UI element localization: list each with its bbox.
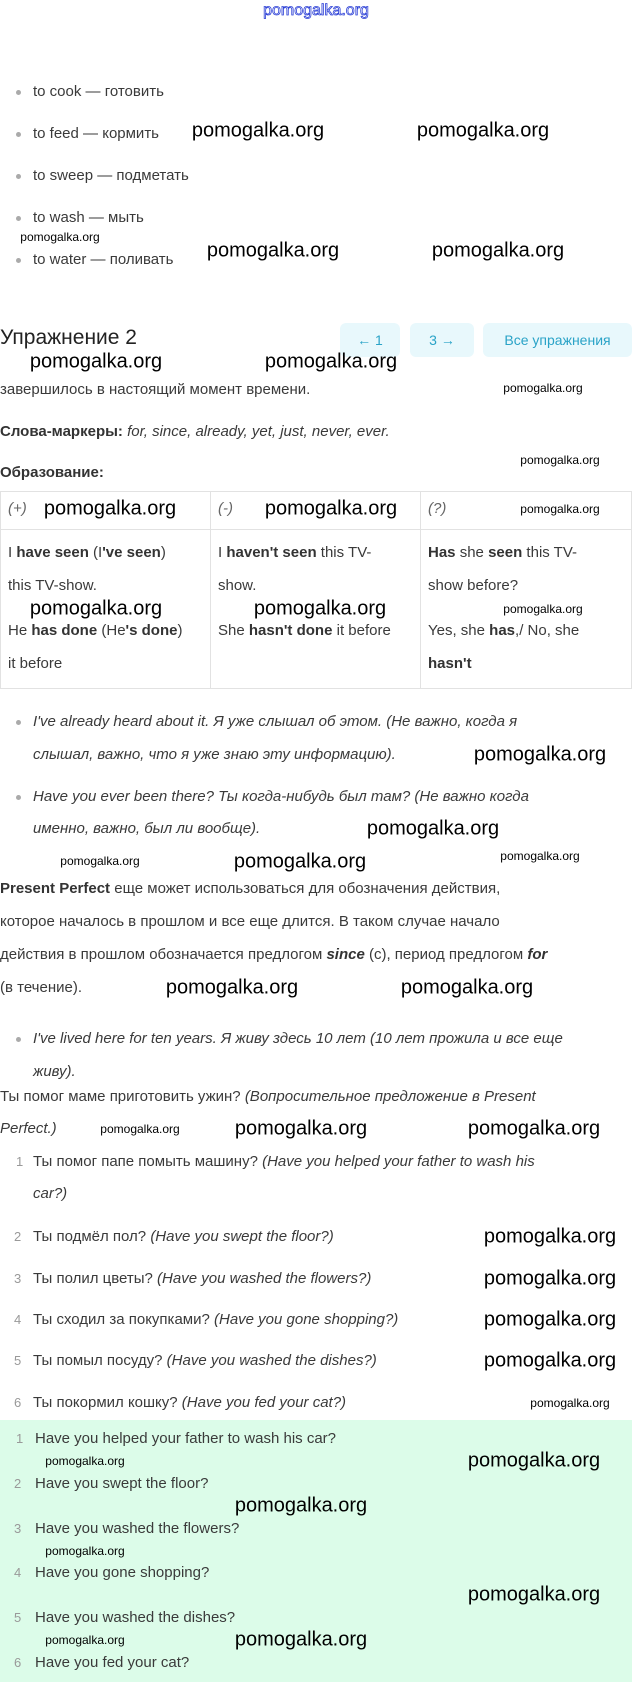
watermark: pomogalka.org <box>29 350 163 373</box>
text: (Have you washed the dishes?) <box>166 1352 377 1369</box>
watermark: pomogalka.org <box>29 597 163 620</box>
list-item <box>33 1269 371 1289</box>
watermark: pomogalka.org <box>530 1396 610 1410</box>
watermark: pomogalka.org <box>483 1308 617 1331</box>
cell-negative-line: show. <box>218 577 257 594</box>
text: которое началось в прошлом и все еще длится. В таком случае начало <box>0 913 500 930</box>
cell-positive-line <box>8 621 182 641</box>
formation-label <box>0 463 104 483</box>
cell-question-line <box>428 543 577 563</box>
text: (Have you washed the flowers?) <box>157 1270 372 1287</box>
watermark: pomogalka.org <box>45 1633 125 1647</box>
watermark: pomogalka.org <box>467 1583 601 1606</box>
example-line: слышал, важно, что я уже знаю эту информацию). <box>33 746 396 763</box>
watermark: pomogalka.org <box>234 1628 368 1651</box>
watermark: pomogalka.org <box>520 453 600 467</box>
table-divider <box>210 492 211 688</box>
watermark: pomogalka.org <box>234 1494 368 1517</box>
text: this TV- <box>522 544 578 561</box>
text-line <box>0 945 547 965</box>
vocab-item: to wash — мыть <box>33 209 144 226</box>
text: (Вопросительное предложение в Present <box>244 1088 536 1105</box>
markers-label: Слова-маркеры: <box>0 423 123 440</box>
text: 5 <box>14 1610 22 1625</box>
cell-question-line <box>428 621 579 641</box>
text: 2 <box>14 1476 22 1491</box>
header-negative: (-) <box>218 500 233 517</box>
text: действия в прошлом обозначается предлогом <box>0 946 327 963</box>
watermark: pomogalka.org <box>20 230 100 244</box>
intro-text: завершилось в настоящий момент времени. <box>0 381 311 398</box>
text: haven't seen <box>226 544 317 561</box>
table-divider <box>420 492 421 688</box>
list-item <box>33 1393 346 1413</box>
text: I <box>8 544 17 561</box>
vocab-item: to water — поливать <box>33 251 174 268</box>
watermark: pomogalka.org <box>234 1117 368 1140</box>
watermark: pomogalka.org <box>264 350 398 373</box>
watermark: pomogalka.org <box>264 497 398 520</box>
text: it before <box>332 622 391 639</box>
cell-question-line <box>428 654 472 674</box>
watermark: pomogalka.org <box>100 1122 180 1136</box>
text: 've seen <box>102 544 161 561</box>
list-item <box>33 1351 377 1371</box>
bullet-icon <box>16 795 21 800</box>
watermark: pomogalka.org <box>467 1449 601 1472</box>
watermark: pomogalka.org <box>45 1544 125 1558</box>
cell-positive-line: it before <box>8 655 63 672</box>
task-text <box>0 1087 536 1107</box>
text: Ты помыл посуду? <box>33 1352 167 1369</box>
watermark: pomogalka.org <box>483 1267 617 1290</box>
text: has <box>489 622 516 639</box>
text: еще может использоваться для обозначения действия, <box>110 880 501 897</box>
text: ) <box>177 622 183 639</box>
site-header[interactable]: pomogalka.org <box>263 2 369 19</box>
text: has done <box>31 622 98 639</box>
exercise-title: Упражнение 2 <box>0 326 137 349</box>
example-line: I've lived here for ten years. Я живу здесь 10 лет (10 лет прожила и все еще <box>33 1030 563 1047</box>
answer-item: Have you washed the flowers? <box>35 1520 240 1537</box>
text: (в течение). <box>0 979 83 996</box>
list-item <box>33 1227 334 1247</box>
example-line: Have you ever been there? Ты когда-нибудь был там? (Не важно когда <box>33 788 529 805</box>
answer-item: Have you fed your cat? <box>35 1654 190 1671</box>
watermark: pomogalka.org <box>500 849 580 863</box>
watermark: pomogalka.org <box>60 854 140 868</box>
prev-exercise-button[interactable]: ← 1 <box>340 323 400 357</box>
text: He <box>8 622 32 639</box>
vocab-item: to sweep — подметать <box>33 167 189 184</box>
text: (с), период предлогом <box>364 946 528 963</box>
bullet-icon <box>16 1037 21 1042</box>
watermark: pomogalka.org <box>253 597 387 620</box>
watermark: pomogalka.org <box>483 1225 617 1248</box>
text: Ты полил цветы? <box>33 1270 158 1287</box>
text: have seen <box>16 544 89 561</box>
text: (Have you gone shopping?) <box>214 1311 399 1328</box>
table-divider <box>1 529 631 530</box>
text: Ты покормил кошку? <box>33 1394 182 1411</box>
text: (Have you helped your father to wash his <box>262 1153 535 1170</box>
text: I <box>218 544 227 561</box>
text: hasn't <box>428 655 472 672</box>
watermark: pomogalka.org <box>191 119 325 142</box>
example-line: I've already heard about it. Я уже слышал об этом. (Не важно, когда я <box>33 713 518 730</box>
watermark: pomogalka.org <box>431 239 565 262</box>
cell-positive-line <box>8 543 166 563</box>
text: 6 <box>14 1655 22 1670</box>
watermark: pomogalka.org <box>206 239 340 262</box>
text: Ты помог папе помыть машину? <box>33 1153 263 1170</box>
list-item <box>33 1310 398 1330</box>
answer-item: Have you helped your father to wash his car? <box>35 1430 337 1447</box>
text: 1 <box>16 1154 24 1169</box>
cell-positive-line: this TV-show. <box>8 577 97 594</box>
formation-label-text: Образование: <box>0 464 104 481</box>
text: 4 <box>14 1312 22 1327</box>
text: ) <box>160 544 166 561</box>
bullet-icon <box>16 132 21 137</box>
vocab-item: to cook — готовить <box>33 83 164 100</box>
watermark: pomogalka.org <box>416 119 550 142</box>
markers-line <box>0 422 390 442</box>
list-item <box>33 1152 535 1172</box>
watermark: pomogalka.org <box>520 502 600 516</box>
watermark: pomogalka.org <box>45 1454 125 1468</box>
text: 5 <box>14 1353 22 1368</box>
text: Ты сходил за покупками? <box>33 1311 214 1328</box>
text: ,/ No, she <box>515 622 580 639</box>
text: 1 <box>16 1431 24 1446</box>
text: 4 <box>14 1565 22 1580</box>
text: Present Perfect <box>0 880 111 897</box>
watermark: pomogalka.org <box>233 850 367 873</box>
text: 's done <box>125 622 178 639</box>
text: She <box>218 622 249 639</box>
watermark: pomogalka.org <box>165 976 299 999</box>
watermark: pomogalka.org <box>366 817 500 840</box>
text: she <box>455 544 489 561</box>
text: (I <box>88 544 103 561</box>
text: car?) <box>33 1185 68 1202</box>
watermark: pomogalka.org <box>400 976 534 999</box>
text: 3 <box>14 1521 22 1536</box>
cell-question-line: show before? <box>428 577 519 594</box>
markers-value: for, since, already, yet, just, never, ever. <box>122 423 390 440</box>
text: (Have you swept the floor?) <box>150 1228 334 1245</box>
vocab-item: to feed — кормить <box>33 125 159 142</box>
bullet-icon <box>16 258 21 263</box>
text: 3 <box>14 1271 22 1286</box>
next-exercise-button[interactable]: 3 → <box>410 323 474 357</box>
text: Has <box>428 544 456 561</box>
text: for <box>527 946 548 963</box>
text: hasn't done <box>248 622 333 639</box>
watermark: pomogalka.org <box>467 1117 601 1140</box>
text: Ты подмёл пол? <box>33 1228 151 1245</box>
text-line <box>0 879 500 899</box>
header-question: (?) <box>428 500 447 517</box>
cell-negative-line <box>218 543 371 563</box>
watermark: pomogalka.org <box>483 1349 617 1372</box>
answer-item: Have you washed the dishes? <box>35 1609 236 1626</box>
example-line: именно, важно, был ли вообще). <box>33 820 261 837</box>
text: 6 <box>14 1395 22 1410</box>
text: Ты помог маме приготовить ужин? <box>0 1088 245 1105</box>
bullet-icon <box>16 216 21 221</box>
all-exercises-button[interactable]: Все упражнения <box>483 323 632 357</box>
bullet-icon <box>16 90 21 95</box>
answer-item: Have you gone shopping? <box>35 1564 210 1581</box>
watermark: pomogalka.org <box>503 381 583 395</box>
text: (Have you fed your cat?) <box>181 1394 347 1411</box>
text: seen <box>488 544 523 561</box>
example-line: живу). <box>33 1063 76 1080</box>
text: Yes, she <box>428 622 490 639</box>
text: since <box>326 946 365 963</box>
task-text: Perfect.) <box>0 1120 57 1137</box>
answer-item: Have you swept the floor? <box>35 1475 209 1492</box>
text: 2 <box>14 1229 22 1244</box>
watermark: pomogalka.org <box>43 497 177 520</box>
bullet-icon <box>16 720 21 725</box>
text: (He <box>97 622 126 639</box>
header-positive: (+) <box>8 500 27 517</box>
bullet-icon <box>16 174 21 179</box>
watermark: pomogalka.org <box>503 602 583 616</box>
watermark: pomogalka.org <box>473 743 607 766</box>
cell-negative-line <box>218 621 391 641</box>
text: this TV- <box>316 544 372 561</box>
